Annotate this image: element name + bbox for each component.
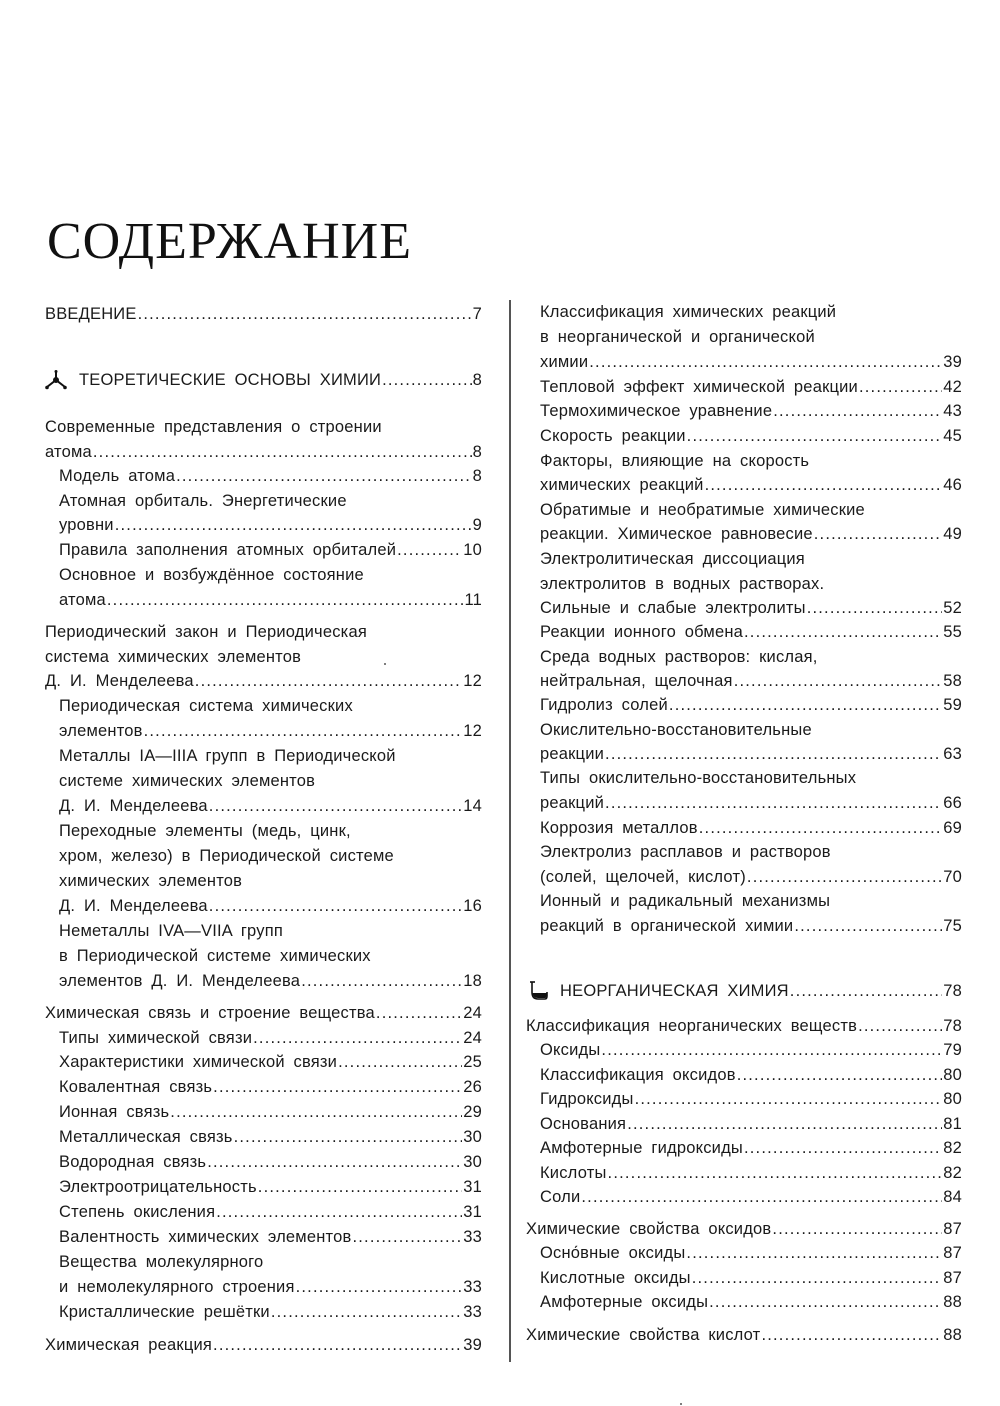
toc-entry bbox=[45, 719, 482, 743]
toc-entry-text: Электролитическая диссоциация bbox=[540, 550, 805, 568]
toc-page-number: 58 bbox=[943, 672, 962, 690]
toc-entry-text: Гидроксиды bbox=[540, 1090, 634, 1108]
toc-page-number: 78 bbox=[943, 1017, 962, 1035]
toc-entry-text: химических элементов bbox=[59, 872, 243, 890]
toc-page-number: 24 bbox=[463, 1029, 482, 1047]
toc-entry-text: Кристаллические решётки bbox=[59, 1303, 270, 1321]
column-divider bbox=[509, 300, 511, 1362]
toc-entry bbox=[526, 693, 962, 717]
toc-entry-text: Вещества молекулярного bbox=[59, 1253, 264, 1271]
dot-leader bbox=[144, 719, 463, 743]
toc-entry bbox=[45, 694, 482, 718]
dot-leader bbox=[296, 1275, 463, 1299]
toc-page-number: 88 bbox=[943, 1326, 962, 1344]
toc-entry bbox=[526, 1266, 962, 1290]
toc-entry-text: Водородная связь bbox=[59, 1153, 207, 1171]
toc-page-number: 52 bbox=[943, 599, 962, 617]
toc-entry-text: Ионный и радикальный механизмы bbox=[540, 892, 831, 910]
toc-entry bbox=[526, 1087, 962, 1111]
toc-entry-text: атома bbox=[59, 591, 106, 609]
dot-leader bbox=[859, 375, 942, 399]
toc-entry bbox=[526, 300, 962, 324]
dot-leader bbox=[301, 969, 462, 993]
dot-leader bbox=[627, 1112, 942, 1136]
toc-page-number: 7 bbox=[472, 305, 482, 323]
flask-icon bbox=[526, 981, 548, 1001]
toc-page-number: 69 bbox=[943, 819, 962, 837]
toc-entry bbox=[45, 1075, 482, 1099]
toc-entry bbox=[526, 522, 962, 546]
dot-leader bbox=[170, 1100, 462, 1124]
toc-entry bbox=[45, 1150, 482, 1174]
toc-page-number: 11 bbox=[464, 591, 482, 609]
toc-section-heading bbox=[45, 368, 482, 392]
toc-page-number: 8 bbox=[472, 371, 482, 389]
dot-leader bbox=[737, 1063, 943, 1087]
toc-page-number: 25 bbox=[463, 1053, 482, 1071]
toc-page-number: 31 bbox=[463, 1178, 482, 1196]
toc-entry-text: Д. И. Менделеева bbox=[45, 672, 194, 690]
toc-entry bbox=[526, 1241, 962, 1265]
toc-entry bbox=[45, 794, 482, 818]
toc-entry-text: Окислительно-восстановительные bbox=[540, 721, 812, 739]
toc-page-number: 30 bbox=[463, 1128, 482, 1146]
dot-leader bbox=[338, 1050, 462, 1074]
toc-entry-text: ТЕОРЕТИЧЕСКИЕ ОСНОВЫ ХИМИИ bbox=[79, 371, 382, 389]
toc-entry-text: Кислотные оксиды bbox=[540, 1269, 691, 1287]
toc-entry-text: ВВЕДЕНИЕ bbox=[45, 305, 137, 323]
dot-leader bbox=[382, 368, 472, 392]
toc-page-number: 78 bbox=[943, 982, 962, 1000]
dot-leader bbox=[352, 1225, 462, 1249]
toc-page-number: 80 bbox=[943, 1090, 962, 1108]
toc-entry bbox=[45, 464, 482, 488]
toc-entry bbox=[526, 1323, 962, 1347]
toc-entry-text: системе химических элементов bbox=[59, 772, 316, 790]
toc-section-heading bbox=[526, 979, 962, 1003]
dot-leader bbox=[605, 742, 942, 766]
toc-entry-text: хром, железо) в Периодической системе bbox=[59, 847, 394, 865]
toc-entry-text: Классификация химических реакций bbox=[540, 303, 837, 321]
toc-page-number: 10 bbox=[463, 541, 482, 559]
dot-leader bbox=[601, 1038, 942, 1062]
toc-entry-text: реакций bbox=[540, 794, 605, 812]
dot-leader bbox=[258, 1175, 462, 1199]
dot-leader bbox=[195, 669, 462, 693]
dot-leader bbox=[734, 669, 943, 693]
toc-entry bbox=[45, 489, 482, 513]
toc-entry bbox=[526, 1038, 962, 1062]
dot-leader bbox=[744, 620, 942, 644]
toc-page-number: 9 bbox=[472, 516, 482, 534]
dot-leader bbox=[747, 865, 942, 889]
toc-entry bbox=[45, 1100, 482, 1124]
toc-entry bbox=[526, 498, 962, 522]
toc-entry-text: Классификация оксидов bbox=[540, 1066, 736, 1084]
toc-entry bbox=[45, 1001, 482, 1025]
toc-page-number: 26 bbox=[463, 1078, 482, 1096]
toc-page-number: 33 bbox=[463, 1228, 482, 1246]
toc-entry-text: Ионная связь bbox=[59, 1103, 170, 1121]
dot-leader bbox=[581, 1185, 942, 1209]
toc-page-number: 33 bbox=[463, 1303, 482, 1321]
toc-page-number: 43 bbox=[943, 402, 962, 420]
toc-entry bbox=[45, 1275, 482, 1299]
toc-entry bbox=[45, 1026, 482, 1050]
page-title: СОДЕРЖАНИЕ bbox=[47, 213, 412, 270]
toc-page-number: 59 bbox=[943, 696, 962, 714]
toc-entry bbox=[45, 440, 482, 464]
dot-leader bbox=[814, 522, 942, 546]
dot-leader bbox=[216, 1200, 462, 1224]
toc-page-number: 18 bbox=[463, 972, 482, 990]
dot-leader bbox=[253, 1026, 462, 1050]
toc-entry-text: Модель атома bbox=[59, 467, 176, 485]
toc-entry-text: электролитов в водных растворах. bbox=[540, 575, 825, 593]
toc-page-number: 24 bbox=[463, 1004, 482, 1022]
toc-entry-text: Реакции ионного обмена bbox=[540, 623, 744, 641]
toc-entry bbox=[526, 399, 962, 423]
toc-entry bbox=[526, 473, 962, 497]
toc-entry-text: реакции bbox=[540, 745, 605, 763]
toc-entry bbox=[45, 1200, 482, 1224]
dot-leader bbox=[234, 1125, 463, 1149]
toc-page-number: 82 bbox=[943, 1164, 962, 1182]
toc-entry-text: Современные представления о строении bbox=[45, 418, 382, 436]
toc-entry-text: реакции. Химическое равновесие bbox=[540, 525, 813, 543]
toc-page-number: 29 bbox=[463, 1103, 482, 1121]
toc-entry-text: Амфотерные гидроксиды bbox=[540, 1139, 743, 1157]
toc-entry bbox=[45, 669, 482, 693]
dot-leader bbox=[207, 1150, 462, 1174]
dot-leader bbox=[709, 1290, 942, 1314]
toc-page-number: 49 bbox=[943, 525, 962, 543]
toc-entry bbox=[526, 1217, 962, 1241]
toc-entry bbox=[526, 840, 962, 864]
dot-leader bbox=[213, 1333, 462, 1357]
toc-entry bbox=[45, 1333, 482, 1357]
toc-page-number: 33 bbox=[463, 1278, 482, 1296]
toc-entry-text: Типы окислительно-восстановительных bbox=[540, 769, 857, 787]
toc-entry bbox=[45, 1300, 482, 1324]
toc-entry bbox=[526, 1112, 962, 1136]
toc-entry bbox=[45, 563, 482, 587]
toc-entry-text: Электролиз расплавов и растворов bbox=[540, 843, 831, 861]
toc-entry-text: элементов bbox=[59, 722, 143, 740]
toc-entry-text: нейтральная, щелочная bbox=[540, 672, 733, 690]
toc-entry-text: Химические свойства оксидов bbox=[526, 1220, 772, 1238]
toc-page-number: 87 bbox=[943, 1244, 962, 1262]
dot-leader bbox=[773, 399, 942, 423]
toc-page-number: 42 bbox=[943, 378, 962, 396]
toc-entry-text: Степень окисления bbox=[59, 1203, 216, 1221]
dot-leader bbox=[744, 1136, 942, 1160]
toc-page-number: 79 bbox=[943, 1041, 962, 1059]
toc-entry-text: Атомная орбиталь. Энергетические bbox=[59, 492, 347, 510]
dot-leader bbox=[115, 513, 472, 537]
toc-entry bbox=[45, 744, 482, 768]
toc-entry bbox=[45, 819, 482, 843]
toc-entry bbox=[526, 889, 962, 913]
toc-entry bbox=[45, 1175, 482, 1199]
toc-entry bbox=[526, 1014, 962, 1038]
toc-entry-text: Д. И. Менделеева bbox=[59, 897, 208, 915]
dot-leader bbox=[138, 302, 472, 326]
toc-entry-text: Валентность химических элементов bbox=[59, 1228, 352, 1246]
toc-entry bbox=[526, 449, 962, 473]
toc-entry-text: Скорость реакции bbox=[540, 427, 686, 445]
toc-page-number: 87 bbox=[943, 1220, 962, 1238]
toc-entry bbox=[526, 375, 962, 399]
toc-entry-text: Переходные элементы (медь, цинк, bbox=[59, 822, 351, 840]
toc-page-number: 45 bbox=[943, 427, 962, 445]
dot-leader bbox=[608, 1161, 943, 1185]
toc-entry bbox=[526, 1136, 962, 1160]
toc-entry bbox=[45, 969, 482, 993]
dot-leader bbox=[772, 1217, 942, 1241]
toc-entry-text: Химические свойства кислот bbox=[526, 1326, 761, 1344]
toc-page-number: 31 bbox=[463, 1203, 482, 1221]
toc-entry bbox=[526, 791, 962, 815]
toc-entry bbox=[526, 914, 962, 938]
toc-entry bbox=[45, 1225, 482, 1249]
toc-entry bbox=[526, 1185, 962, 1209]
toc-page-number: 81 bbox=[943, 1115, 962, 1133]
dot-leader bbox=[271, 1300, 462, 1324]
dot-leader bbox=[858, 1014, 942, 1038]
toc-entry bbox=[526, 766, 962, 790]
toc-entry bbox=[526, 865, 962, 889]
dot-leader bbox=[705, 473, 943, 497]
dot-leader bbox=[176, 464, 472, 488]
toc-entry-text: Классификация неорганических веществ bbox=[526, 1017, 858, 1035]
toc-entry-text: система химических элементов bbox=[45, 648, 302, 666]
toc-entry-text: Правила заполнения атомных орбиталей bbox=[59, 541, 397, 559]
dot-leader bbox=[376, 1001, 462, 1025]
print-speck bbox=[680, 1403, 682, 1405]
toc-entry-text: и немолекулярного строения bbox=[59, 1278, 295, 1296]
toc-page-number: 82 bbox=[943, 1139, 962, 1157]
dot-leader bbox=[699, 816, 942, 840]
toc-entry-text: Тепловой эффект химической реакции bbox=[540, 378, 858, 396]
toc-entry-text: химии bbox=[540, 353, 589, 371]
toc-entry bbox=[45, 869, 482, 893]
toc-entry-text: уровни bbox=[59, 516, 114, 534]
toc-entry bbox=[45, 620, 482, 644]
toc-entry bbox=[526, 547, 962, 571]
toc-entry-text: Коррозия металлов bbox=[540, 819, 698, 837]
toc-entry bbox=[45, 645, 482, 669]
toc-page-number: 30 bbox=[463, 1153, 482, 1171]
toc-entry-text: реакций в органической химии bbox=[540, 917, 794, 935]
dot-leader bbox=[687, 424, 943, 448]
toc-entry bbox=[45, 415, 482, 439]
toc-entry-text: элементов Д. И. Менделеева bbox=[59, 972, 301, 990]
toc-entry-text: Осно́вные оксиды bbox=[540, 1244, 686, 1262]
toc-entry bbox=[45, 919, 482, 943]
toc-entry-text: Периодический закон и Периодическая bbox=[45, 623, 367, 641]
dot-leader bbox=[635, 1087, 943, 1111]
toc-page-number: 66 bbox=[943, 794, 962, 812]
toc-entry bbox=[45, 769, 482, 793]
toc-page-number: 63 bbox=[943, 745, 962, 763]
toc-entry bbox=[526, 718, 962, 742]
toc-entry-text: Сильные и слабые электролиты bbox=[540, 599, 806, 617]
toc-entry-text: Неметаллы IVA—VIIA групп bbox=[59, 922, 283, 940]
toc-entry bbox=[526, 620, 962, 644]
toc-page-number: 39 bbox=[463, 1336, 482, 1354]
toc-entry-text: Основное и возбуждённое состояние bbox=[59, 566, 364, 584]
toc-entry-text: Основания bbox=[540, 1115, 627, 1133]
toc-entry bbox=[526, 645, 962, 669]
toc-entry bbox=[45, 1125, 482, 1149]
toc-entry-text: Кислоты bbox=[540, 1164, 607, 1182]
toc-entry-text: (солей, щелочей, кислот) bbox=[540, 868, 746, 886]
toc-entry-text: Соли bbox=[540, 1188, 581, 1206]
toc-entry-text: Типы химической связи bbox=[59, 1029, 253, 1047]
toc-page-number: 55 bbox=[943, 623, 962, 641]
toc-entry-text: в Периодической системе химических bbox=[59, 947, 371, 965]
toc-entry bbox=[45, 588, 482, 612]
toc-entry-text: в неорганической и органической bbox=[540, 328, 815, 346]
toc-page-number: 12 bbox=[463, 722, 482, 740]
toc-entry-text: Д. И. Менделеева bbox=[59, 797, 208, 815]
dot-leader bbox=[807, 596, 943, 620]
toc-entry bbox=[45, 1050, 482, 1074]
toc-entry bbox=[45, 844, 482, 868]
toc-entry bbox=[526, 325, 962, 349]
dot-leader bbox=[692, 1266, 943, 1290]
toc-entry-text: Факторы, влияющие на скорость bbox=[540, 452, 810, 470]
dot-leader bbox=[794, 914, 942, 938]
toc-entry-text: Химическая связь и строение вещества bbox=[45, 1004, 375, 1022]
toc-entry-text: Обратимые и необратимые химические bbox=[540, 501, 865, 519]
toc-page-number: 12 bbox=[463, 672, 482, 690]
toc-entry bbox=[526, 572, 962, 596]
toc-page-number: 88 bbox=[943, 1293, 962, 1311]
toc-entry-text: Химическая реакция bbox=[45, 1336, 213, 1354]
toc-entry bbox=[526, 1161, 962, 1185]
dot-leader bbox=[790, 979, 942, 1003]
toc-entry-text: Металлическая связь bbox=[59, 1128, 233, 1146]
toc-page-number: 87 bbox=[943, 1269, 962, 1287]
toc-entry bbox=[45, 513, 482, 537]
toc-entry bbox=[526, 816, 962, 840]
dot-leader bbox=[605, 791, 942, 815]
toc-entry-text: Металлы IA—IIIA групп в Периодической bbox=[59, 747, 396, 765]
toc-entry-text: НЕОРГАНИЧЕСКАЯ ХИМИЯ bbox=[560, 982, 789, 1000]
toc-entry bbox=[526, 424, 962, 448]
toc-page-number: 39 bbox=[943, 353, 962, 371]
toc-entry-text: Среда водных растворов: кислая, bbox=[540, 648, 818, 666]
toc-entry bbox=[526, 669, 962, 693]
toc-entry-text: Оксиды bbox=[540, 1041, 601, 1059]
toc-entry-text: Гидролиз солей bbox=[540, 696, 668, 714]
dot-leader bbox=[209, 794, 462, 818]
toc-entry bbox=[45, 538, 482, 562]
dot-leader bbox=[93, 440, 472, 464]
toc-entry bbox=[45, 1250, 482, 1274]
toc-entry bbox=[45, 302, 482, 326]
toc-entry bbox=[526, 1290, 962, 1314]
toc-entry-text: Ковалентная связь bbox=[59, 1078, 213, 1096]
dot-leader bbox=[761, 1323, 942, 1347]
toc-entry bbox=[45, 944, 482, 968]
toc-entry-text: Электроотрицательность bbox=[59, 1178, 257, 1196]
toc-entry bbox=[526, 1063, 962, 1087]
toc-entry bbox=[526, 596, 962, 620]
toc-entry bbox=[526, 350, 962, 374]
dot-leader bbox=[397, 538, 462, 562]
dot-leader bbox=[589, 350, 942, 374]
print-speck bbox=[384, 663, 386, 665]
toc-entry-text: Периодическая система химических bbox=[59, 697, 353, 715]
toc-entry bbox=[45, 894, 482, 918]
toc-page-number: 46 bbox=[943, 476, 962, 494]
dot-leader bbox=[107, 588, 464, 612]
toc-page-number: 8 bbox=[472, 443, 482, 461]
dot-leader bbox=[209, 894, 462, 918]
dot-leader bbox=[686, 1241, 942, 1265]
toc-page-number: 8 bbox=[472, 467, 482, 485]
toc-entry-text: химических реакций bbox=[540, 476, 704, 494]
toc-page-number: 80 bbox=[943, 1066, 962, 1084]
toc-page-number: 16 bbox=[463, 897, 482, 915]
toc-entry bbox=[526, 742, 962, 766]
toc-page-number: 84 bbox=[943, 1188, 962, 1206]
toc-entry-text: Термохимическое уравнение bbox=[540, 402, 773, 420]
dot-leader bbox=[213, 1075, 462, 1099]
toc-entry-text: атома bbox=[45, 443, 92, 461]
toc-entry-text: Амфотерные оксиды bbox=[540, 1293, 709, 1311]
dot-leader bbox=[669, 693, 942, 717]
atom-icon bbox=[45, 370, 67, 390]
toc-page-number: 70 bbox=[943, 868, 962, 886]
toc-page-number: 14 bbox=[463, 797, 482, 815]
toc-entry-text: Характеристики химической связи bbox=[59, 1053, 338, 1071]
toc-page-number: 75 bbox=[943, 917, 962, 935]
